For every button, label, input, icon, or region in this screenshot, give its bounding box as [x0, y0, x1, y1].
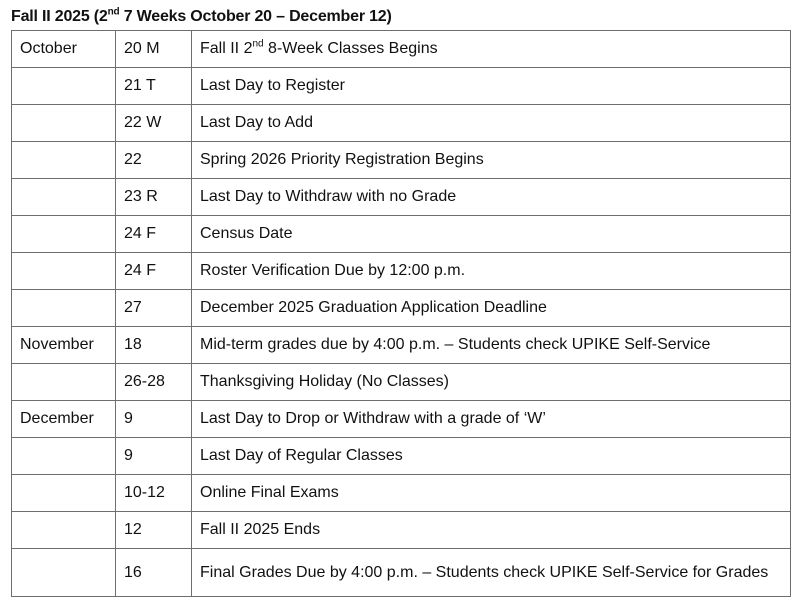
month-cell	[12, 253, 116, 290]
event-cell: Fall II 2025 Ends	[192, 512, 791, 549]
table-row	[12, 179, 791, 216]
date-cell: 20 M	[116, 31, 192, 68]
table-row	[12, 438, 791, 475]
event-cell: Last Day to Withdraw with no Grade	[192, 179, 791, 216]
table-row	[12, 68, 791, 105]
event-cell: Census Date	[192, 216, 791, 253]
month-cell	[12, 438, 116, 475]
event-cell: Spring 2026 Priority Registration Begins	[192, 142, 791, 179]
table-row	[12, 512, 791, 549]
date-cell: 10-12	[116, 475, 192, 512]
month-cell	[12, 549, 116, 597]
event-cell: Online Final Exams	[192, 475, 791, 512]
date-cell: 26-28	[116, 364, 192, 401]
date-cell: 9	[116, 438, 192, 475]
event-cell: Last Day to Add	[192, 105, 791, 142]
event-cell: Last Day to Register	[192, 68, 791, 105]
event-text-prefix: Fall II 2	[200, 40, 253, 57]
event-cell: Last Day of Regular Classes	[192, 438, 791, 475]
table-row	[12, 253, 791, 290]
month-cell	[12, 216, 116, 253]
month-cell	[12, 364, 116, 401]
title-text: Fall II 2025 (2	[11, 8, 108, 25]
event-cell: Roster Verification Due by 12:00 p.m.	[192, 253, 791, 290]
event-cell: Last Day to Drop or Withdraw with a grade of ‘W’	[192, 401, 791, 438]
date-cell: 24 F	[116, 216, 192, 253]
month-cell	[12, 142, 116, 179]
table-row	[12, 290, 791, 327]
date-cell: 21 T	[116, 68, 192, 105]
month-cell	[12, 179, 116, 216]
table-row	[12, 327, 791, 364]
table-row	[12, 401, 791, 438]
date-cell: 24 F	[116, 253, 192, 290]
month-cell: October	[12, 31, 116, 68]
date-cell: 22	[116, 142, 192, 179]
event-cell: Mid-term grades due by 4:00 p.m. – Students check UPIKE Self-Service	[192, 327, 791, 364]
month-cell	[12, 105, 116, 142]
event-text: 8-Week Classes Begins	[263, 40, 438, 57]
page-title	[11, 8, 392, 26]
date-cell: 18	[116, 327, 192, 364]
table-row	[12, 216, 791, 253]
table-row	[12, 549, 791, 597]
month-cell	[12, 290, 116, 327]
event-cell: Final Grades Due by 4:00 p.m. – Students check UPIKE Self-Service for Grades	[192, 549, 791, 597]
month-cell	[12, 512, 116, 549]
month-cell: November	[12, 327, 116, 364]
month-cell	[12, 68, 116, 105]
event-cell: Thanksgiving Holiday (No Classes)	[192, 364, 791, 401]
date-cell: 16	[116, 549, 192, 597]
date-cell: 9	[116, 401, 192, 438]
table-row	[12, 31, 791, 68]
event-superscript: nd	[252, 38, 264, 50]
event-cell	[192, 31, 791, 68]
date-cell: 22 W	[116, 105, 192, 142]
title-superscript: nd	[107, 6, 120, 18]
event-cell: December 2025 Graduation Application Deadline	[192, 290, 791, 327]
date-cell: 27	[116, 290, 192, 327]
table-row	[12, 105, 791, 142]
title-text-suffix: 7 Weeks October 20 – December 12)	[119, 8, 392, 25]
table-row	[12, 142, 791, 179]
month-cell	[12, 475, 116, 512]
month-cell: December	[12, 401, 116, 438]
date-cell: 23 R	[116, 179, 192, 216]
table-row	[12, 364, 791, 401]
table-row	[12, 475, 791, 512]
calendar-table	[11, 30, 791, 597]
date-cell: 12	[116, 512, 192, 549]
